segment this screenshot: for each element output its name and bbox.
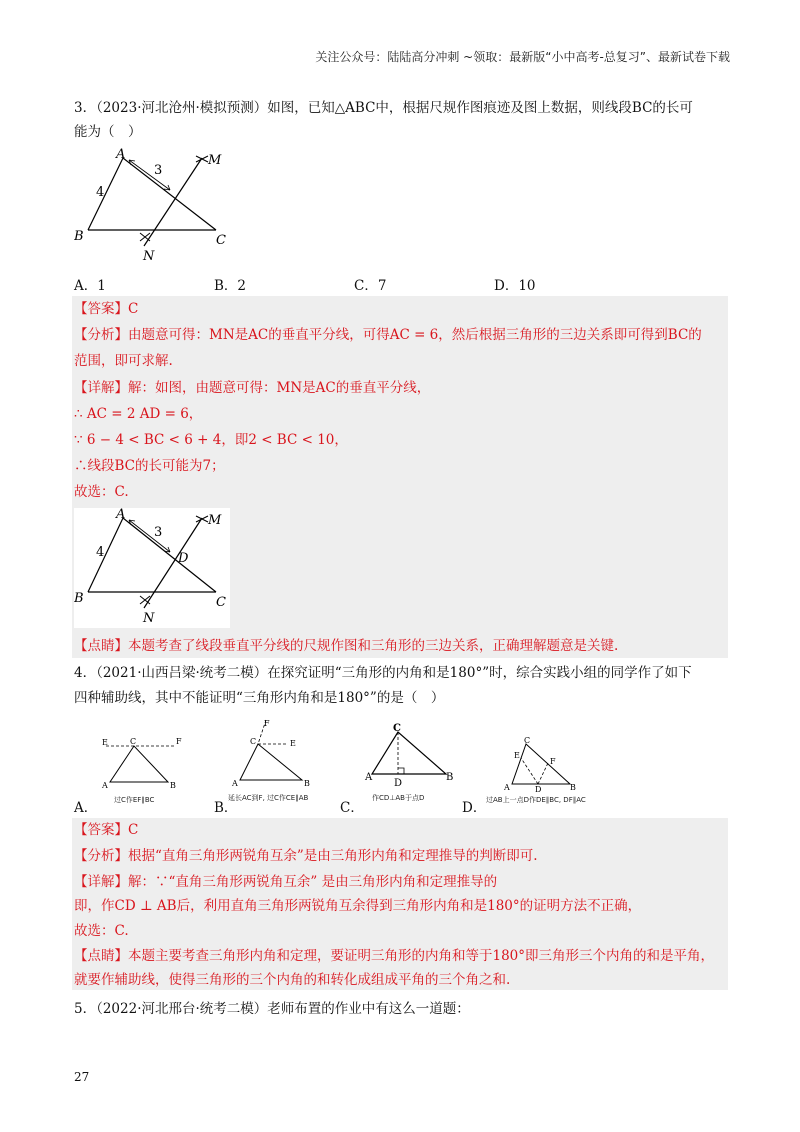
q3-solution-figure: [74, 508, 230, 628]
svg-text:D: D: [394, 778, 403, 789]
svg-text:C: C: [250, 737, 257, 746]
q3-length-3: 3: [154, 163, 163, 178]
q4-answer: 【答案】C: [74, 822, 139, 838]
svg-text:A: A: [102, 781, 108, 790]
q4-option-a: A．: [74, 800, 98, 816]
q3-label-a: A: [116, 148, 126, 162]
svg-text:F: F: [176, 737, 182, 746]
q3-step1: ∴ AC = 2 AD = 6，: [74, 406, 203, 422]
q3s-label-m: M: [208, 513, 222, 528]
page-header: 关注公众号：陆陆高分冲刺 ~领取：最新版“小中高考-总复习”、最新试卷下载: [315, 50, 730, 64]
q4-caption-b: 延长AC到F, 过C作CE∥AB: [228, 794, 309, 802]
svg-text:B: B: [170, 781, 176, 790]
q3-answer: 【答案】C: [74, 301, 139, 317]
q3-option-b: B．2: [214, 278, 247, 294]
svg-text:F: F: [264, 719, 270, 728]
q4-option-c: C．: [340, 800, 364, 816]
q3-option-d: D．10: [494, 278, 536, 294]
q4-figure-a: [96, 728, 196, 808]
svg-text:C: C: [524, 736, 531, 745]
q4-figure-c: [362, 722, 462, 808]
svg-text:B: B: [446, 772, 454, 783]
q3-label-c: C: [216, 233, 226, 248]
q4-caption-d: 过AB上一点D作DE∥BC, DF∥AC: [486, 796, 586, 804]
q4-comment-line1: 【点睛】本题主要考查三角形内角和定理，要证明三角形的内角和等于180°即三角形三个内角的和是平角，: [74, 948, 715, 964]
svg-text:E: E: [290, 739, 296, 748]
q3s-label-d: D: [178, 551, 189, 566]
svg-text:A: A: [504, 783, 510, 792]
svg-text:B: B: [304, 779, 310, 788]
svg-text:E: E: [514, 751, 520, 760]
q3s-length-4: 4: [96, 545, 105, 560]
q3-label-m: M: [208, 153, 222, 168]
q3-step2: ∵ 6 − 4 < BC < 6 + 4，即2 < BC < 10，: [74, 432, 348, 448]
svg-text:E: E: [102, 738, 108, 747]
q3-analysis-line2: 范围，即可求解.: [74, 353, 173, 369]
q3-length-4: 4: [96, 185, 105, 200]
q3s-label-n: N: [143, 611, 155, 626]
q4-option-d: D．: [462, 800, 487, 816]
q4-figure-b: [228, 716, 338, 808]
svg-text:F: F: [550, 757, 556, 766]
svg-text:A: A: [365, 772, 373, 783]
q5-stem: 5．（2022·河北邢台·统考二模）老师布置的作业中有这么一道题：: [74, 1001, 470, 1017]
svg-text:C: C: [393, 723, 401, 734]
q4-analysis: 【分析】根据“直角三角形两锐角互余”是由三角形内角和定理推导的判断即可.: [74, 848, 538, 864]
svg-text:A: A: [232, 779, 238, 788]
q3-figure: [74, 148, 244, 268]
q3-step4: 故选：C.: [74, 484, 129, 500]
q3s-label-a: A: [116, 508, 126, 522]
q4-detail-line3: 故选：C.: [74, 923, 129, 939]
q4-caption-c: 作CD⊥AB于点D: [372, 794, 425, 802]
q3-analysis-line1: 【分析】由题意可得：MN是AC的垂直平分线，可得AC = 6，然后根据三角形的三边关系即可得到BC的: [74, 327, 702, 343]
q4-detail-line2: 即，作CD ⊥ AB后，利用直角三角形两锐角互余得到三角形内角和是180°的证明方法不正确，: [74, 898, 642, 914]
q4-caption-a: 过C作EF∥BC: [114, 796, 155, 804]
q3-comment: 【点睛】本题考查了线段垂直平分线的尺规作图和三角形的三边关系，正确理解题意是关键.: [74, 638, 619, 654]
q3-stem-line1: 3．（2023·河北沧州·模拟预测）如图，已知△ABC中，根据尺规作图痕迹及图上数据，则线段BC的长可: [74, 100, 693, 116]
q3-option-c: C．7: [354, 278, 387, 294]
q4-comment-line2: 就要作辅助线，使得三角形的三个内角的和转化成组成平角的三个角之和.: [74, 972, 511, 988]
page-number: 27: [74, 1070, 90, 1084]
q4-stem-line1: 4．（2021·山西吕梁·统考二模）在探究证明“三角形的内角和是180°”时，综合实践小组的同学作了如下: [74, 665, 692, 681]
q3s-label-b: B: [74, 591, 84, 606]
q3-stem-line2: 能为（ ）: [74, 124, 142, 140]
q3-step3: ∴线段BC的长可能为7；: [74, 458, 225, 474]
q3-detail: 【详解】解：如图，由题意可得：MN是AC的垂直平分线，: [74, 380, 431, 396]
svg-text:B: B: [570, 783, 576, 792]
q4-detail-line1: 【详解】解：∵“直角三角形两锐角互余” 是由三角形内角和定理推导的: [74, 874, 498, 890]
q3s-length-3: 3: [154, 525, 163, 540]
q4-stem-line2: 四种辅助线，其中不能证明“三角形内角和是180°”的是（ ）: [74, 690, 445, 706]
q3-label-n: N: [143, 249, 155, 264]
q4-option-b: B．: [214, 800, 238, 816]
q4-figure-d: [486, 734, 616, 808]
q3s-label-c: C: [216, 595, 226, 610]
q3-label-b: B: [74, 229, 84, 244]
svg-text:C: C: [130, 737, 137, 746]
q3-option-a: A．1: [74, 278, 106, 294]
svg-text:D: D: [535, 785, 542, 794]
